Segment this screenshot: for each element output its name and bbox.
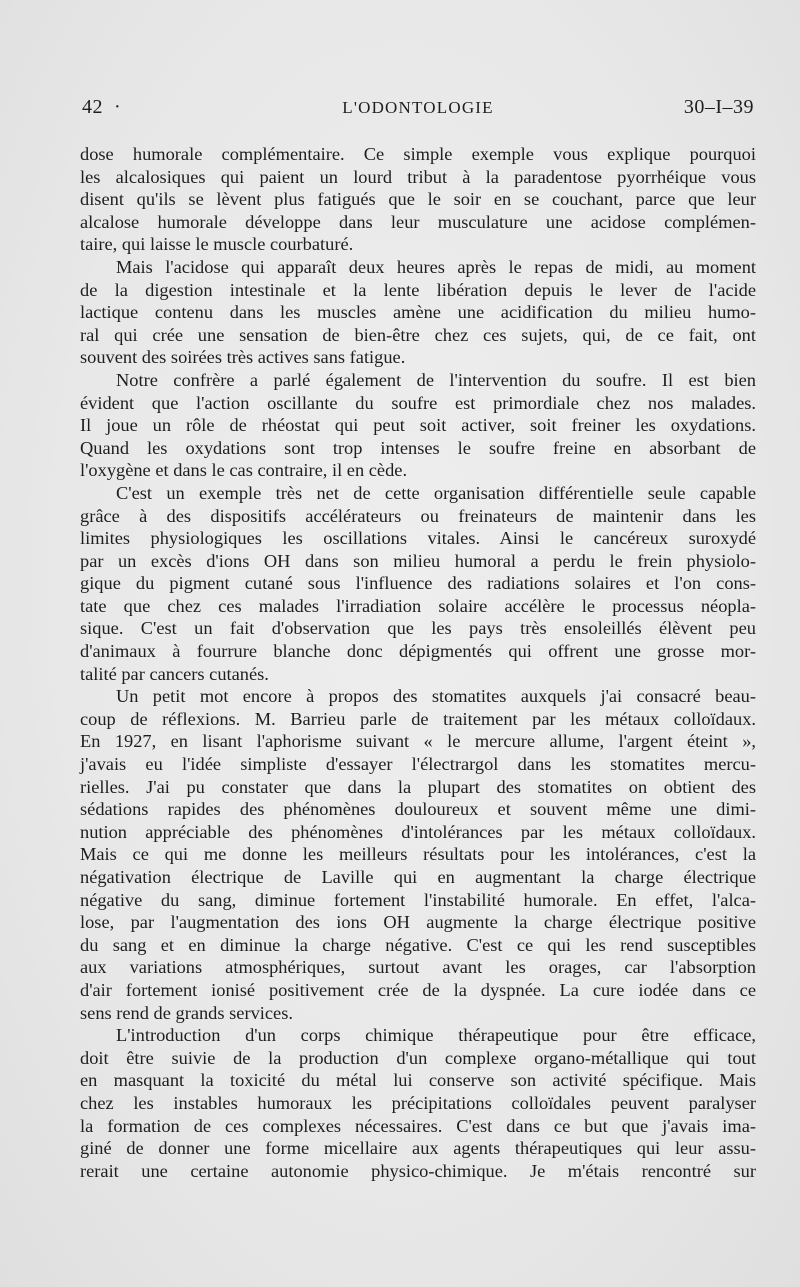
text-line: lactique contenu dans les muscles amène une acidification du milieu humo-: [80, 302, 756, 323]
text-line: gique du pigment cutané sous l'influence des radiations solaires et l'on cons-: [80, 573, 756, 594]
text-line: en masquant la toxicité du métal lui conserve son activité spécifique. Mais: [80, 1070, 756, 1091]
text-line: du sang et en diminue la charge négative. C'est ce qui les rend susceptibles: [80, 934, 756, 955]
text-line: rerait une certaine autonomie physico-chimique. Je m'étais rencontré sur: [80, 1160, 756, 1181]
paragraph: [80, 256, 756, 369]
text-line: talité par cancers cutanés.: [80, 663, 269, 684]
text-line: par un excès d'ions OH dans son milieu humoral a perdu le frein physiolo-: [80, 550, 756, 571]
text-line: giné de donner une forme micellaire aux agents thérapeutiques qui leur assu-: [80, 1138, 756, 1159]
text-line: Quand les oxydations sont trop intenses le soufre freine en absorbant de: [80, 437, 756, 458]
text-line: négative du sang, diminue fortement l'instabilité humorale. En effet, l'alca-: [80, 889, 756, 910]
text-line: de la digestion intestinale et la lente libération depuis le lever de l'acide: [80, 279, 756, 300]
paragraph: [80, 143, 756, 256]
text-line: coup de réflexions. M. Barrieu parle de traitement par les métaux colloïdaux.: [80, 708, 756, 729]
text-line: Notre confrère a parlé également de l'intervention du soufre. Il est bien: [116, 369, 756, 390]
text-line: Mais ce qui me donne les meilleurs résultats pour les intolérances, c'est la: [80, 844, 756, 865]
paragraph: [80, 1024, 756, 1182]
running-header: [82, 96, 754, 126]
text-line: limites physiologiques les oscillations vitales. Ainsi le cancéreux suroxydé: [80, 528, 756, 549]
text-line: chez les instables humoraux les précipitations colloïdales peuvent paralyser: [80, 1092, 756, 1113]
text-line: tate que chez ces malades l'irradiation solaire accélère le processus néopla-: [80, 595, 756, 616]
text-line: taire, qui laisse le muscle courbaturé.: [80, 234, 354, 255]
text-line: négativation électrique de Laville qui en augmentant la charge électrique: [80, 867, 756, 887]
journal-title: L'ODONTOLOGIE: [342, 98, 494, 117]
text-line: j'avais eu l'idée simpliste d'essayer l'électrargol dans les stomatites mercu-: [80, 754, 756, 775]
text-line: Un petit mot encore à propos des stomatites auxquels j'ai consacré beau-: [116, 686, 756, 707]
text-line: aux variations atmosphériques, surtout avant les orages, car l'absorption: [80, 957, 756, 978]
text-line: ral qui crée une sensation de bien-être chez ces sujets, qui, de ce fait, ont: [80, 324, 756, 345]
paragraph: [80, 369, 756, 482]
text-line: la formation de ces complexes nécessaires. C'est dans ce but que j'avais ima-: [80, 1115, 756, 1136]
paragraph: [80, 685, 756, 1024]
text-line: lose, par l'augmentation des ions OH augmente la charge électrique positive: [80, 912, 756, 933]
text-line: l'oxygène et dans le cas contraire, il en cède.: [80, 460, 408, 481]
text-line: rielles. J'ai pu constater que dans la plupart des stomatites on obtient des: [80, 776, 756, 797]
text-line: sens rend de grands services.: [80, 1002, 293, 1023]
header-separator: ·: [114, 96, 122, 118]
text-line: nution appréciable des phénomènes d'intolérances par les métaux colloïdaux.: [80, 821, 756, 842]
text-line: sique. C'est un fait d'observation que les pays très ensoleillés élèvent peu: [80, 618, 756, 639]
issue-date: 30–I–39: [683, 96, 754, 118]
text-line: Mais l'acidose qui apparaît deux heures après le repas de midi, au moment: [116, 256, 756, 277]
text-line: les alcalosiques qui paient un lourd tribut à la paradentose pyorrhéique vous: [80, 166, 756, 187]
text-line: dose humorale complémentaire. Ce simple exemple vous explique pourquoi: [80, 144, 756, 164]
text-line: grâce à des dispositifs accélérateurs ou freinateurs de maintenir dans les: [80, 505, 756, 526]
text-line: En 1927, en lisant l'aphorisme suivant « le mercure allume, l'argent éteint »,: [80, 731, 756, 752]
text-line: d'air fortement ionisé positivement crée de la dyspnée. La cure iodée dans ce: [80, 979, 756, 1000]
text-line: sédations rapides des phénomènes douloureux et souvent même une dimi-: [80, 799, 756, 820]
paragraph: [80, 482, 756, 685]
text-line: doit être suivie de la production d'un complexe organo-métallique qui tout: [80, 1047, 756, 1068]
text-line: d'animaux à fourrure blanche donc dépigmentés qui offrent une grosse mor-: [80, 641, 756, 662]
text-line: alcalose humorale développe dans leur musculature une acidose complémen-: [80, 211, 756, 232]
article-body: [80, 143, 756, 1182]
text-line: L'introduction d'un corps chimique thérapeutique pour être efficace,: [116, 1025, 756, 1046]
text-line: évident que l'action oscillante du soufre est primordiale chez nos malades.: [80, 392, 756, 413]
text-line: Il joue un rôle de rhéostat qui peut soit activer, soit freiner les oxydations.: [80, 415, 756, 436]
text-line: C'est un exemple très net de cette organisation différentielle seule capable: [116, 482, 756, 503]
text-line: disent qu'ils se lèvent plus fatigués que le soir en se couchant, parce que leur: [80, 189, 756, 210]
text-line: souvent des soirées très actives sans fatigue.: [80, 347, 406, 368]
page-number: 42: [82, 96, 103, 118]
